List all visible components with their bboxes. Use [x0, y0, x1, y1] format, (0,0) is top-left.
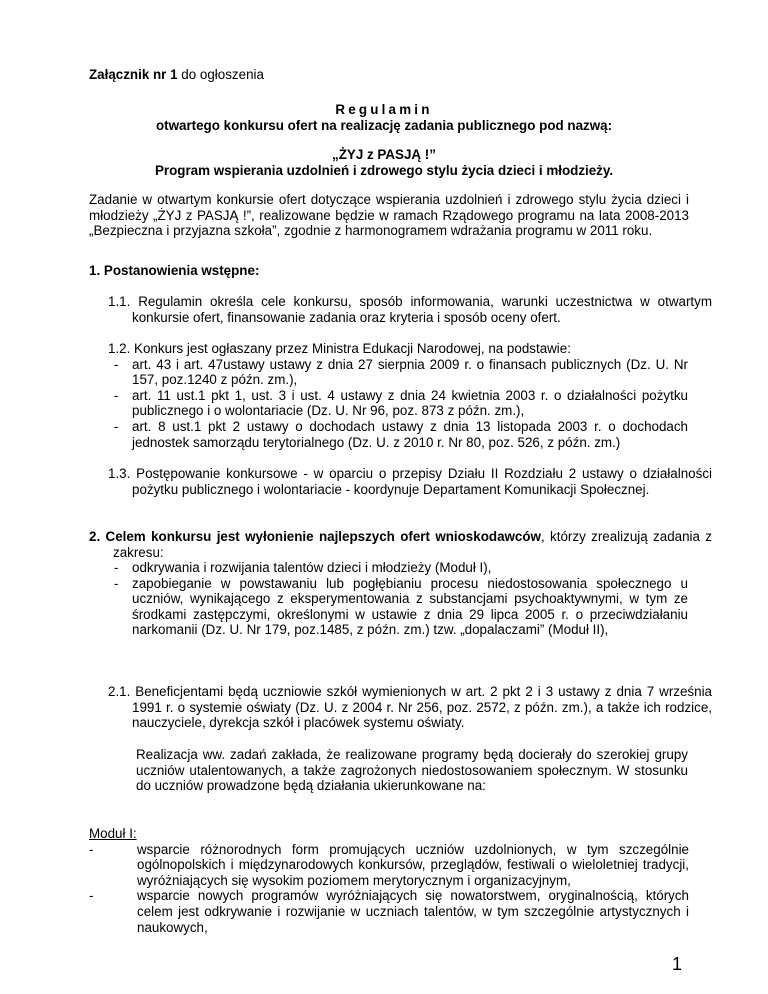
- paragraph-1-3: 1.3. Postępowanie konkursowe - w oparciu o przepisy Działu II Rozdziału 2 ustawy o działalności pożytku publicznego i wolontariacie - koordynuje Departament Komunikacji Społecznej.: [108, 466, 712, 497]
- list-item: - wsparcie różnorodnych form promujących uczniów uzdolnionych, w tym szczególnie ogólnopolskich i międzynarodowych konkursów, przeglądów, festiwali o wieloletniej tradycji, wyróżniających się wysokim poziomem merytorycznym i organizacyjnym,: [89, 842, 689, 889]
- module-1-label: Moduł I:: [89, 826, 137, 841]
- module-1: [89, 826, 689, 935]
- page-number: 1: [671, 954, 682, 974]
- paragraph-1-2: [108, 341, 688, 450]
- list-item: - art. 11 ust.1 pkt 1, ust. 3 i ust. 4 ustawy z dnia 24 kwietnia 2003 r. o działalności pożytku publicznego i o wolontariacie (Dz. U. Nr 96, poz. 873 z późn. zm.),: [108, 388, 688, 419]
- annex-label-bold: Załącznik nr 1: [89, 67, 178, 82]
- paragraph-1-1: 1.1. Regulamin określa cele konkursu, sposób informowania, warunki uczestnictwa w otwartym konkursie ofert, finansowanie zadania oraz kryteria i sposób oceny ofert.: [108, 294, 712, 325]
- program-description: Program wspierania uzdolnień i zdrowego stylu życia dzieci i młodzieży.: [154, 162, 614, 178]
- list-item: - zapobieganie w powstawaniu lub pogłębianiu procesu niedostosowania społecznego u uczniów, wynikającego z eksperymentowania z substancjami psychoaktywnymi, w tym ze środkami zastępczymi, określonymi w ustawie z dnia 29 lipca 2005 r. o przeciwdziałaniu narkomanii (Dz. U. Nr 179, poz.1485, z późn. zm.) tzw. „dopalaczami” (Moduł II),: [108, 576, 688, 638]
- section-2-heading-bold: 2. Celem konkursu jest wyłonienie najlepszych ofert wnioskodawców: [89, 529, 541, 544]
- list-item: - art. 43 i art. 47ustawy ustawy z dnia 27 sierpnia 2009 r. o finansach publicznych (Dz. U. Nr 157, poz.1240 z późn. zm.),: [108, 357, 688, 388]
- legal-basis-list: [108, 357, 688, 451]
- list-item: - odkrywania i rozwijania talentów dzieci i młodzieży (Moduł I),: [108, 560, 688, 576]
- module-1-list: [89, 842, 689, 936]
- paragraph-2-1-continued: Realizacja ww. zadań zakłada, że realizowane programy będą docierały do szerokiej grupy uczniów utalentowanych, a także zagrożonych niedostosowaniem społecznym. W stosunku do uczniów prowadzone będą działania ukierunkowane na:: [136, 747, 688, 794]
- intro-paragraph: Zadanie w otwartym konkursie ofert dotyczące wspierania uzdolnień i zdrowego stylu życia dzieci i młodzieży „ŻYJ z PASJĄ !”, realizowane będzie w ramach Rządowego programu na lata 2008-2013 „Bezpieczna i przyjazna szkoła”, zgodnie z harmonogramem wdrażania programu w 2011 roku.: [89, 192, 689, 239]
- list-item: - wsparcie nowych programów wyróżniających się nowatorstwem, oryginalnością, których celem jest odkrywanie i rozwijanie w uczniach talentów, w tym szczególnie artystycznych i naukowych,: [89, 888, 689, 935]
- title-regulamin: Regulamin: [335, 102, 433, 117]
- program-title: [80, 147, 688, 178]
- section-2-list-wrap: [108, 560, 688, 638]
- task-scope-list: [108, 560, 688, 638]
- document-title: [80, 102, 688, 133]
- paragraph-2-1: 2.1. Beneficjentami będą uczniowie szkół wymienionych w art. 2 pkt 2 i 3 ustawy z dnia 7 września 1991 r. o systemie oświaty (Dz. U. z 2004 r. Nr 256, poz. 2572, z późn. zm.), a także ich rodzice, nauczyciele, dyrekcja szkół i placówek systemu oświaty.: [108, 684, 712, 731]
- section-2-heading-rest: , którzy zrealizują zadania z zakresu:: [113, 529, 713, 560]
- list-item: - art. 8 ust.1 pkt 2 ustawy o dochodach ustawy z dnia 13 listopada 2003 r. o dochodach jednostek samorządu terytorialnego (Dz. U. z 2010 r. Nr 80, poz. 526, z późn. zm.): [108, 419, 688, 450]
- annex-label: [89, 67, 264, 83]
- section-2-heading: [89, 529, 712, 560]
- title-subheading: otwartego konkursu ofert na realizację zadania publicznego pod nazwą:: [155, 117, 613, 133]
- section-1-heading: 1. Postanowienia wstępne:: [89, 263, 260, 278]
- paragraph-1-2-intro: 1.2. Konkurs jest ogłaszany przez Ministra Edukacji Narodowej, na podstawie:: [108, 341, 571, 356]
- annex-label-rest: do ogłoszenia: [177, 67, 264, 82]
- program-name: „ŻYJ z PASJĄ !”: [332, 147, 436, 162]
